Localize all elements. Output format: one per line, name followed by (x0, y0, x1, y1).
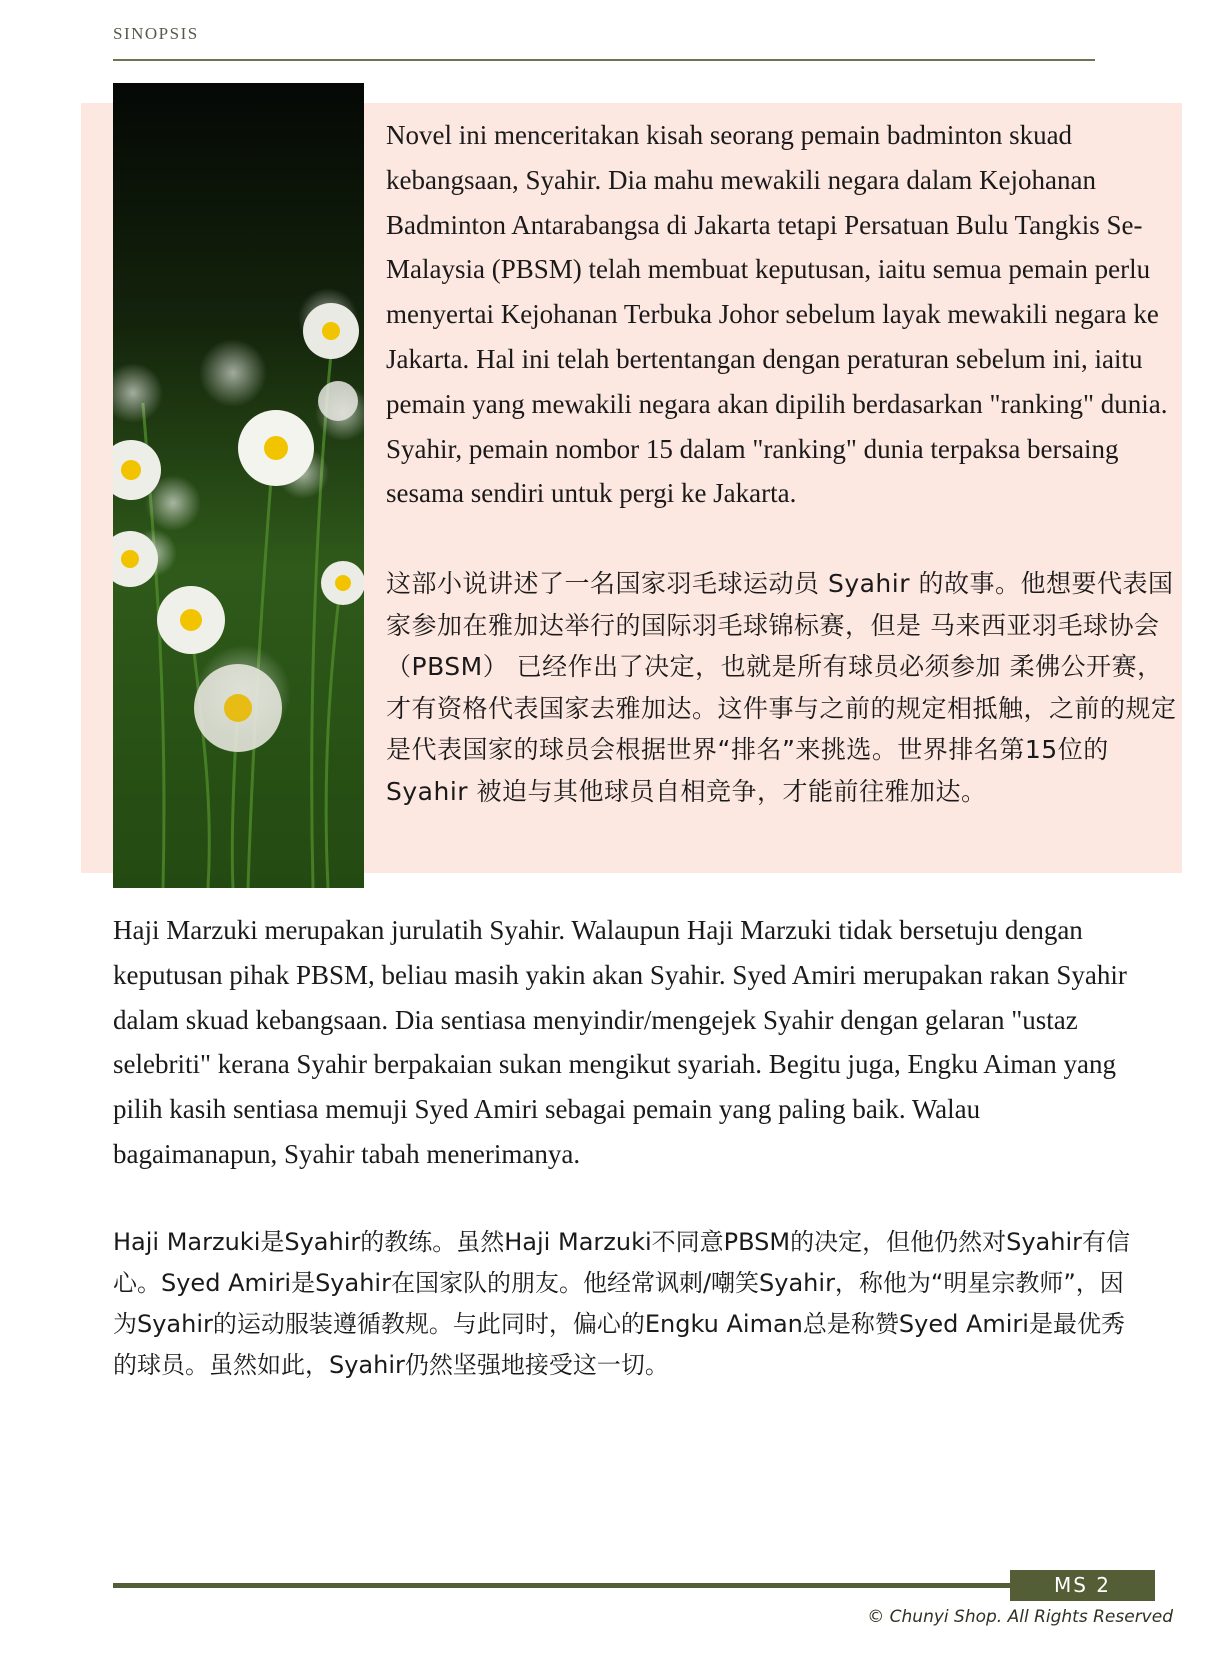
synopsis-intro-chinese: 这部小说讲述了一名国家羽毛球运动员 Syahir 的故事。他想要代表国家参加在雅加达举行的国际羽毛球锦标赛，但是 马来西亚羽毛球协会（PBSM） 已经作出了决定，也就是所有球员必须参加 柔佛公开赛，才有资格代表国家去雅加达。这件事与之前的规定相抵触，之前的规定是代表国家的球员会根据世界“排名”来挑选。世界排名第15位的 Syahir 被迫与其他球员自相竞争，才能前往雅加达。 (386, 569, 1177, 806)
daisy-photo (113, 83, 364, 888)
section-title: SINOPSIS (113, 24, 199, 43)
synopsis-body-chinese: Haji Marzuki是Syahir的教练。虽然Haji Marzuki不同意PBSM的决定，但他仍然对Syahir有信心。Syed Amiri是Syahir在国家队的朋友。他经常讽刺/嘲笑Syahir，称他为“明星宗教师”，因为Syahir的运动服装遵循教规。与此同时，偏心的Engku Aiman总是称赞Syed Amiri是最优秀的球员。虽然如此，Syahir仍然坚强地接受这一切。 (113, 1228, 1130, 1379)
page-number-badge: MS 2 (1010, 1570, 1155, 1601)
copyright-notice: © Chunyi Shop. All Rights Reserved (867, 1607, 1173, 1627)
synopsis-intro-malay: Novel ini menceritakan kisah seorang pemain badminton skuad kebangsaan, Syahir. Dia mahu mewakili negara dalam Kejohanan Badminton Antarabangsa di Jakarta tetapi Persatuan Bulu Tangkis Se-Malaysia (PBSM) telah membuat keputusan, iaitu semua pemain perlu menyertai Kejohanan Terbuka Johor sebelum layak mewakili negara ke Jakarta. Hal ini telah bertentangan dengan peraturan sebelum ini, iaitu pemain yang mewakili negara akan dipilih berdasarkan "ranking" dunia. Syahir, pemain nombor 15 dalam "ranking" dunia terpaksa bersaing sesama sendiri untuk pergi ke Jakarta. (386, 120, 1168, 509)
header-divider (113, 59, 1095, 61)
synopsis-body-malay: Haji Marzuki merupakan jurulatih Syahir. Walaupun Haji Marzuki tidak bersetuju dengan keputusan pihak PBSM, beliau masih yakin akan Syahir. Syed Amiri merupakan rakan Syahir dalam skuad kebangsaan. Dia sentiasa menyindir/mengejek Syahir dengan gelaran "ustaz selebriti" kerana Syahir berpakaian sukan mengikut syariah. Begitu juga, Engku Aiman yang pilih kasih sentiasa memuji Syed Amiri sebagai pemain yang paling baik. Walau bagaimanapun, Syahir tabah menerimanya. (113, 915, 1127, 1169)
footer-divider (113, 1583, 1013, 1588)
